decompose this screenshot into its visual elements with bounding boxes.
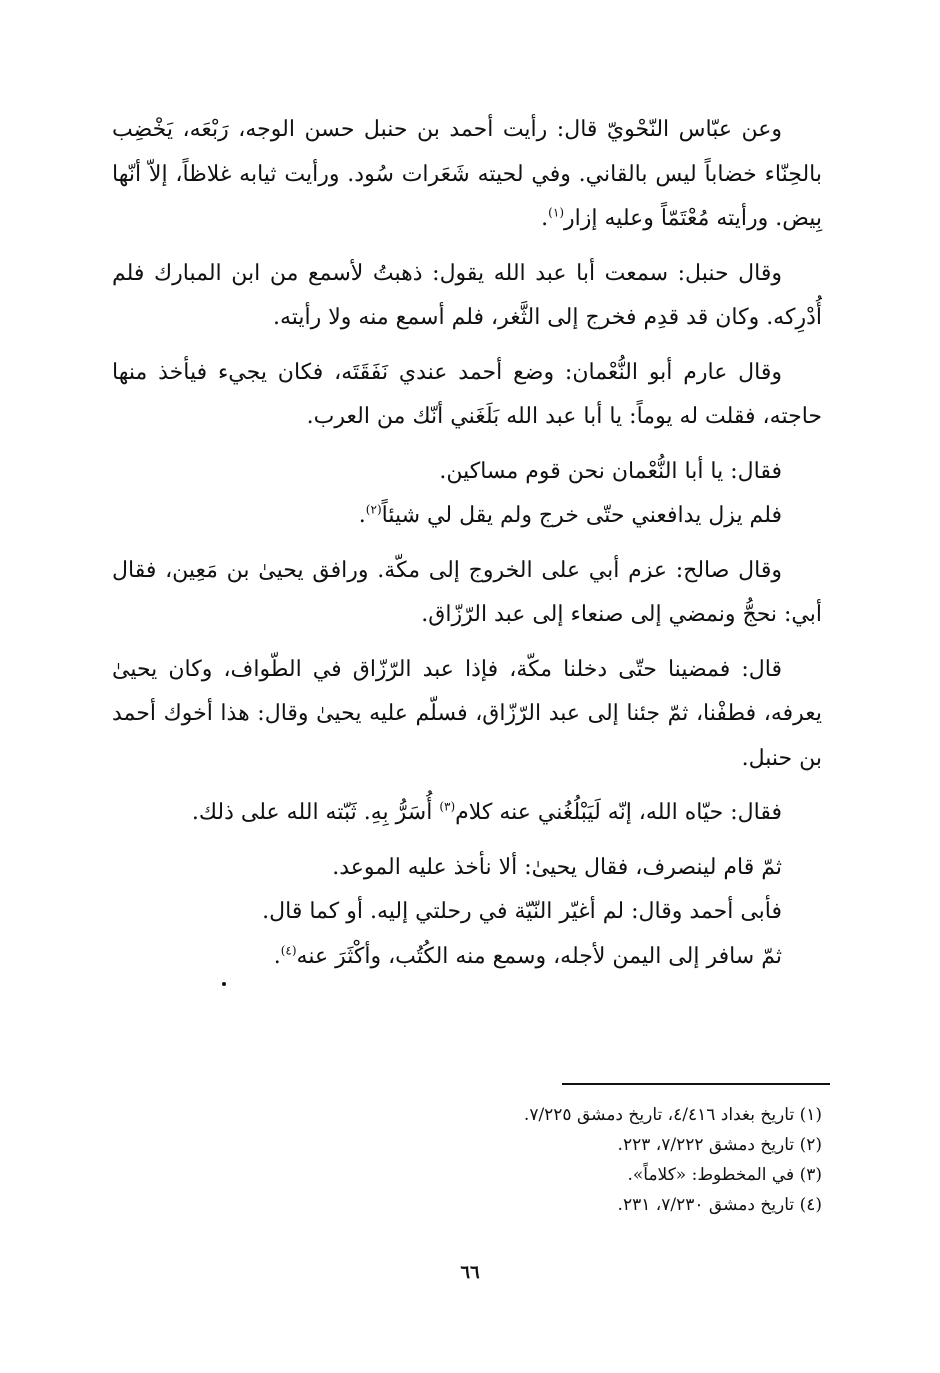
footnote-1: (١) تاريخ بغداد ٤/٤١٦، تاريخ دمشق ٧/٢٢٥. bbox=[523, 1105, 822, 1125]
footnote-ref-1: (١) bbox=[548, 205, 564, 220]
footnote-3: (٣) في المخطوط: «كلاماً». bbox=[627, 1165, 822, 1185]
paragraph-abdulrazzaq-reply: فقال: حيّاه الله، إنّه لَيَبْلُغُني عنه كلام$^{(٣)}$ أُسَرُّ بِهِ. ثَبّته الله على ذلك. bbox=[191, 799, 782, 825]
stray-dot bbox=[222, 982, 226, 986]
footnotes bbox=[262, 1100, 822, 1220]
footnote-2: (٢) تاريخ دمشق ٧/٢٢٢، ٢٢٣. bbox=[617, 1135, 822, 1155]
paragraph-salih: وقال صالح: عزم أبي على الخروج إلى مكّة. ورافق يحيىٰ بن مَعِين، فقال أبي: نحجُّ ونمضي إلى صنعاء إلى عبد الرّزّاق. bbox=[112, 557, 822, 627]
paragraph-arim: وقال عارم أبو النُّعْمان: وضع أحمد عندي نَفَقَتَه، فكان يجيء فيأخذ منها حاجته، فقلت له يوماً: يا أبا عبد الله بَلَغَني أنّك من العرب. bbox=[112, 359, 822, 429]
paragraph-abbas: وعن عبّاس النّحْويّ قال: رأيت أحمد بن حنبل حسن الوجه، رَبْعَه، يَخْضِب بالحِنّاء خضاباً ليس بالقاني. وفي لحيته شَعَرات سُود. ورأيت ثيابه غلاظاً، إلاّ أنّها بِيض. ورأيته مُعْتَمّاً وعليه إزار$^{(١)}$. bbox=[112, 117, 822, 231]
page-number: ٦٦ bbox=[460, 1262, 480, 1283]
main-text bbox=[112, 108, 822, 989]
footnote-ref-2: (٢) bbox=[365, 502, 382, 517]
paragraph-depart: ثمّ قام لينصرف، فقال يحيىٰ: ألا نأخذ عليه الموعد. bbox=[332, 854, 782, 880]
footnote-separator bbox=[562, 1083, 830, 1085]
paragraph-arim-end: فلم يزل يدافعني حتّى خرج ولم يقل لي شيئاً$^{(٢)}$. bbox=[358, 502, 782, 528]
paragraph-yemen: ثمّ سافر إلى اليمن لأجله، وسمع منه الكُتُب، وأكْثَرَ عنه$^{(٤)}$. bbox=[273, 943, 782, 969]
paragraph-hanbal: وقال حنبل: سمعت أبا عبد الله يقول: ذهبتُ لأسمع من ابن المبارك فلم أُدْرِكه. وكان قد قدِم فخرج إلى الثَّغر، فلم أسمع منه ولا رأيته. bbox=[112, 260, 822, 330]
footnote-ref-4: (٤) bbox=[280, 943, 297, 958]
footnote-ref-3: (٣) bbox=[439, 799, 456, 814]
footnote-4: (٤) تاريخ دمشق ٧/٢٣٠، ٢٣١. bbox=[617, 1195, 822, 1215]
paragraph-refuse: فأبى أحمد وقال: لم أغيّر النّيّة في رحلتي إليه. أو كما قال. bbox=[262, 899, 782, 924]
paragraph-mecca: قال: فمضينا حتّى دخلنا مكّة، فإذا عبد الرّزّاق في الطّواف، وكان يحيىٰ يعرفه، فطفْنا، ثمّ جئنا إلى عبد الرّزّاق، فسلّم عليه يحيىٰ وقال: هذا أخوك أحمد بن حنبل. bbox=[112, 656, 822, 771]
paragraph-arim-reply: فقال: يا أبا النُّعْمان نحن قوم مساكين. bbox=[439, 458, 782, 484]
